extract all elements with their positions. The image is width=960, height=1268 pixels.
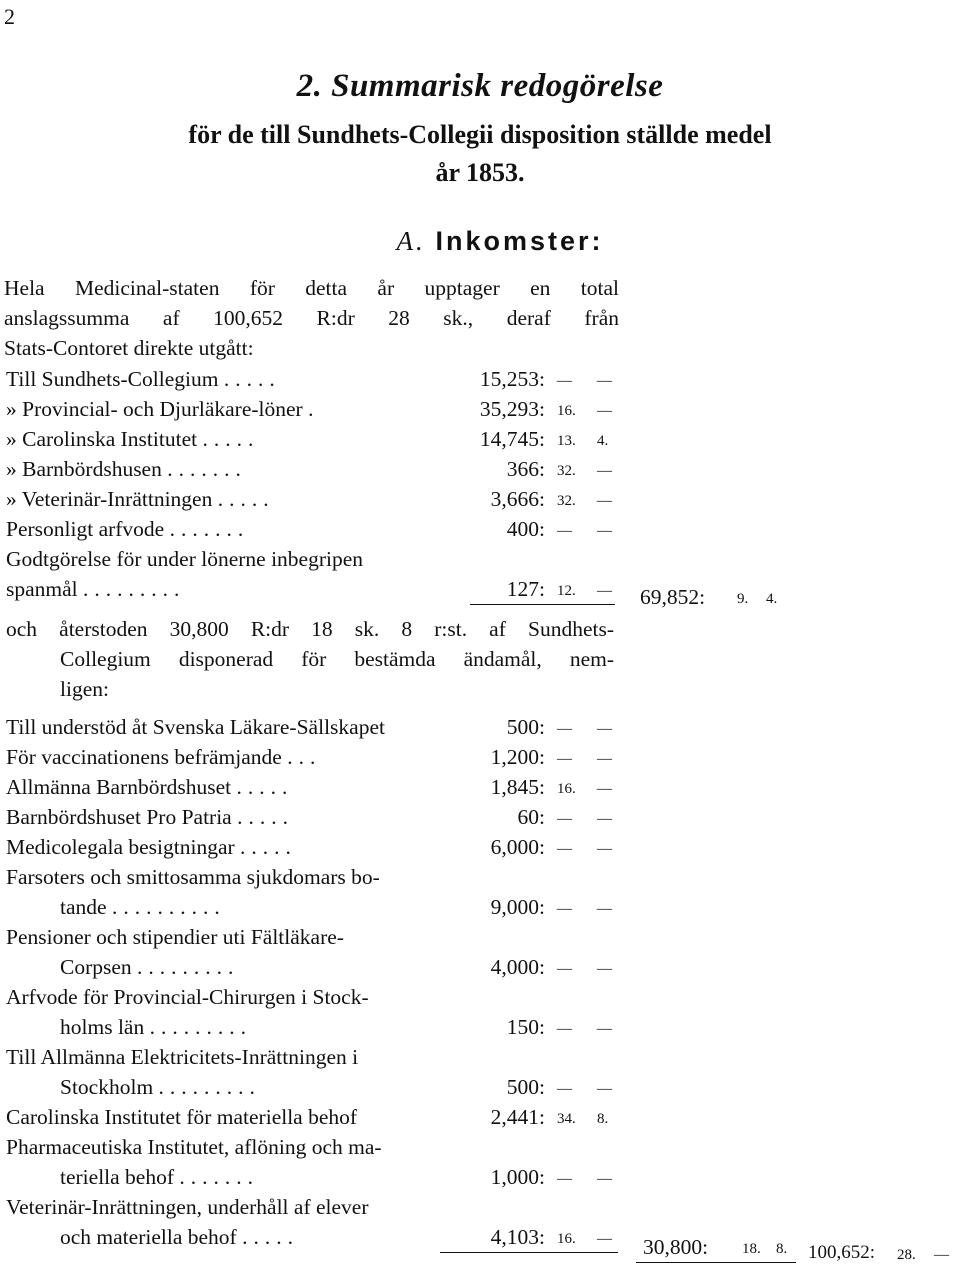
disposal-row: [0, 924, 960, 954]
disposal-runstycken: —: [597, 1021, 612, 1037]
grant-runstycken: —: [597, 403, 612, 419]
disposal-label-text: Arfvode för Provincial-Chirurgen i Stock-: [6, 985, 369, 1009]
disposal-leader-dots: ..........: [111, 895, 226, 919]
grant-label: [6, 486, 275, 512]
disposal-label-text: teriella behof: [60, 1165, 175, 1189]
grant-label-text: Till Sundhets-Collegium: [6, 367, 219, 391]
disposal-skilling: —: [557, 1081, 572, 1097]
disposal-label: [6, 1134, 382, 1160]
disposal-leader-dots: .......: [179, 1165, 260, 1189]
disposal-skilling: —: [557, 841, 572, 857]
group2-total-skilling: 18.: [742, 1241, 761, 1257]
disposal-amount: 150:: [506, 1015, 545, 1039]
remainder-line: och återstoden 30,800 R:dr 18 sk. 8 r:st. af Sundhets-: [6, 617, 614, 641]
grant-label: [6, 396, 319, 422]
disposal-amount: 1,845:: [490, 775, 545, 799]
disposal-runstycken: 8.: [597, 1111, 609, 1127]
disposal-amount: 500:: [506, 715, 545, 739]
disposal-skilling: 16.: [557, 1231, 576, 1247]
grant-leader-dots: .....: [223, 367, 281, 391]
grant-skilling: 12.: [557, 583, 576, 599]
grant-leader-dots: .....: [217, 487, 275, 511]
grant-label: [6, 426, 259, 452]
disposal-label-text: Till Allmänna Elektricitets-Inrättningen i: [6, 1045, 359, 1069]
disposal-runstycken: —: [597, 961, 612, 977]
disposal-leader-dots: .....: [242, 1225, 299, 1249]
grant-row: [0, 456, 960, 486]
disposal-label: [6, 1044, 358, 1070]
grant-amount: 366:: [506, 457, 545, 481]
disposal-row: [0, 1194, 960, 1224]
grant-runstycken: —: [597, 373, 612, 389]
document-subtitle-line2: år 1853.: [435, 158, 525, 187]
disposal-label: [6, 864, 380, 890]
disposal-row: [0, 894, 960, 924]
disposal-row: [0, 1044, 960, 1074]
disposal-label: [6, 774, 293, 800]
grant-label-text: » Carolinska Institutet: [6, 427, 198, 451]
grant-leader-dots: .....: [202, 427, 260, 451]
disposal-row: [0, 954, 960, 984]
disposal-row: [0, 984, 960, 1014]
group2-total-underline: [636, 1262, 796, 1263]
disposal-leader-dots: .....: [240, 835, 297, 859]
disposal-label-text: holms län: [60, 1015, 145, 1039]
grand-total-amount: 100,652:: [808, 1242, 876, 1263]
grant-amount: 15,253:: [479, 367, 545, 391]
disposal-skilling: —: [557, 1021, 572, 1037]
disposal-amount: 4,103:: [490, 1225, 545, 1249]
remainder-line: Collegium disponerad för bestämda ändamål, nem-: [60, 647, 614, 671]
disposal-label-text: Veterinär-Inrättningen, underhåll af elever: [6, 1195, 369, 1219]
disposal-runstycken: —: [597, 721, 612, 737]
grant-runstycken: —: [597, 583, 612, 599]
disposal-label: [60, 1074, 261, 1100]
disposal-label-text: För vaccinationens befrämjande: [6, 745, 282, 769]
disposal-label-text: tande: [60, 895, 107, 919]
grant-leader-dots: .......: [169, 517, 250, 541]
disposal-label: [60, 954, 239, 980]
grant-label: [6, 576, 185, 602]
group2-total-amount: 30,800:: [643, 1235, 709, 1259]
disposal-label-text: Corpsen: [60, 955, 132, 979]
disposal-label: [6, 804, 294, 830]
grant-skilling: 32.: [557, 463, 576, 479]
disposal-amount: 500:: [506, 1075, 545, 1099]
grant-runstycken: 4.: [597, 433, 609, 449]
disposal-row: [0, 804, 960, 834]
grant-runstycken: —: [597, 523, 612, 539]
group2-underline: [440, 1252, 618, 1253]
remainder-line: ligen:: [60, 677, 109, 701]
grant-row: [0, 576, 960, 606]
section-letter: A.: [396, 226, 426, 256]
disposal-row: [0, 834, 960, 864]
disposal-row: [0, 774, 960, 804]
disposal-label: [6, 984, 369, 1010]
disposal-label: [60, 1014, 252, 1040]
disposal-runstycken: —: [597, 1081, 612, 1097]
grant-skilling: 16.: [557, 403, 576, 419]
disposal-leader-dots: .........: [158, 1075, 261, 1099]
grant-label-text: Personligt arfvode: [6, 517, 165, 541]
grant-runstycken: —: [597, 493, 612, 509]
intro-line: Hela Medicinal-staten för detta år upptager en total: [4, 276, 619, 300]
grant-label: [6, 546, 363, 572]
disposal-skilling: —: [557, 721, 572, 737]
disposal-row: [0, 1164, 960, 1194]
disposal-label-text: Pensioner och stipendier uti Fältläkare-: [6, 925, 344, 949]
disposal-runstycken: —: [597, 1231, 612, 1247]
disposal-amount: 4,000:: [490, 955, 545, 979]
disposal-amount: 9,000:: [490, 895, 545, 919]
group1-total-runstycken: 4.: [766, 591, 778, 607]
disposal-skilling: —: [557, 751, 572, 767]
grant-skilling: —: [557, 373, 572, 389]
document-title: 2. Summarisk redogörelse: [296, 68, 664, 104]
disposal-amount: 1,200:: [490, 745, 545, 769]
grant-row: [0, 426, 960, 456]
disposal-label: [60, 1224, 299, 1250]
disposal-runstycken: —: [597, 781, 612, 797]
group1-underline: [470, 604, 615, 605]
disposal-skilling: 16.: [557, 781, 576, 797]
grant-leader-dots: .........: [83, 577, 186, 601]
disposal-label-text: Farsoters och smittosamma sjukdomars bo-: [6, 865, 380, 889]
grand-total-runstycken: —: [934, 1247, 949, 1263]
disposal-amount: 1,000:: [490, 1165, 545, 1189]
disposal-skilling: 34.: [557, 1111, 576, 1127]
disposal-row: [0, 714, 960, 744]
grant-label-text: spanmål: [6, 577, 78, 601]
disposal-row: [0, 1104, 960, 1134]
grant-leader-dots: .: [308, 397, 320, 421]
disposal-label: [6, 714, 385, 740]
intro-line: Stats-Contoret direkte utgått:: [4, 336, 254, 360]
disposal-label: [60, 894, 226, 920]
grand-total-skilling: 28.: [897, 1247, 916, 1263]
grant-label-text: » Barnbördshusen: [6, 457, 162, 481]
grant-row: [0, 396, 960, 426]
grant-label-text: » Veterinär-Inrättningen: [6, 487, 213, 511]
disposal-label-text: Stockholm: [60, 1075, 154, 1099]
disposal-label: [6, 744, 321, 770]
disposal-label: [60, 1164, 259, 1190]
document-subtitle-line1: för de till Sundhets-Collegii disposition ställde medel: [188, 120, 772, 149]
grant-amount: 400:: [506, 517, 545, 541]
grant-skilling: —: [557, 523, 572, 539]
grant-amount: 3,666:: [490, 487, 545, 511]
grant-leader-dots: .......: [167, 457, 247, 481]
grant-amount: 35,293:: [479, 397, 545, 421]
disposal-label-text: och materiella behof: [60, 1225, 237, 1249]
group2-total-runstycken: 8.: [776, 1241, 788, 1257]
disposal-runstycken: —: [597, 751, 612, 767]
disposal-row: [0, 1134, 960, 1164]
section-title: Inkomster:: [435, 226, 604, 256]
disposal-leader-dots: .....: [237, 805, 294, 829]
disposal-leader-dots: .........: [149, 1015, 252, 1039]
disposal-label: [6, 834, 297, 860]
disposal-runstycken: —: [597, 1171, 612, 1187]
grant-row: [0, 546, 960, 576]
grant-row: [0, 486, 960, 516]
grant-label: [6, 456, 247, 482]
disposal-row: [0, 744, 960, 774]
page-number: 2: [4, 4, 15, 29]
disposal-leader-dots: .....: [236, 775, 294, 799]
group1-total-skilling: 9.: [737, 591, 749, 607]
grant-label-text: Godtgörelse för under lönerne inbegripen: [6, 547, 364, 571]
grant-skilling: 32.: [557, 493, 576, 509]
disposal-label: [6, 924, 344, 950]
disposal-row: [0, 864, 960, 894]
grant-label: [6, 516, 249, 542]
disposal-label-text: Pharmaceutiska Institutet, aflöning och ma-: [6, 1135, 382, 1159]
disposal-amount: 6,000:: [490, 835, 545, 859]
disposal-label-text: Till understöd åt Svenska Läkare-Sällskapet: [6, 715, 385, 739]
grant-amount: 127:: [506, 577, 545, 601]
grant-skilling: 13.: [557, 433, 576, 449]
group1-total-amount: 69,852:: [640, 585, 706, 609]
grant-label-text: » Provincial- och Djurläkare-löner: [6, 397, 303, 421]
disposal-runstycken: —: [597, 841, 612, 857]
disposal-row: [0, 1074, 960, 1104]
grant-row: [0, 516, 960, 546]
disposal-leader-dots: .........: [137, 955, 240, 979]
disposal-label: [6, 1194, 369, 1220]
disposal-label-text: Barnbördshuset Pro Patria: [6, 805, 232, 829]
disposal-row: [0, 1014, 960, 1044]
grant-runstycken: —: [597, 463, 612, 479]
disposal-skilling: —: [557, 901, 572, 917]
disposal-runstycken: —: [597, 811, 612, 827]
disposal-skilling: —: [557, 1171, 572, 1187]
grant-row: [0, 366, 960, 396]
disposal-label: [6, 1104, 357, 1130]
intro-line: anslagssumma af 100,652 R:dr 28 sk., deraf från: [4, 306, 619, 330]
disposal-skilling: —: [557, 961, 572, 977]
section-heading: [0, 226, 960, 257]
disposal-label-text: Medicolegala besigtningar: [6, 835, 235, 859]
disposal-skilling: —: [557, 811, 572, 827]
grant-label: [6, 366, 281, 392]
disposal-amount: 2,441:: [490, 1105, 545, 1129]
grant-amount: 14,745:: [479, 427, 545, 451]
disposal-label-text: Carolinska Institutet för materiella behof: [6, 1105, 358, 1129]
disposal-label-text: Allmänna Barnbördshuset: [6, 775, 232, 799]
disposal-amount: 60:: [517, 805, 545, 829]
disposal-runstycken: —: [597, 901, 612, 917]
disposal-leader-dots: ...: [287, 745, 322, 769]
